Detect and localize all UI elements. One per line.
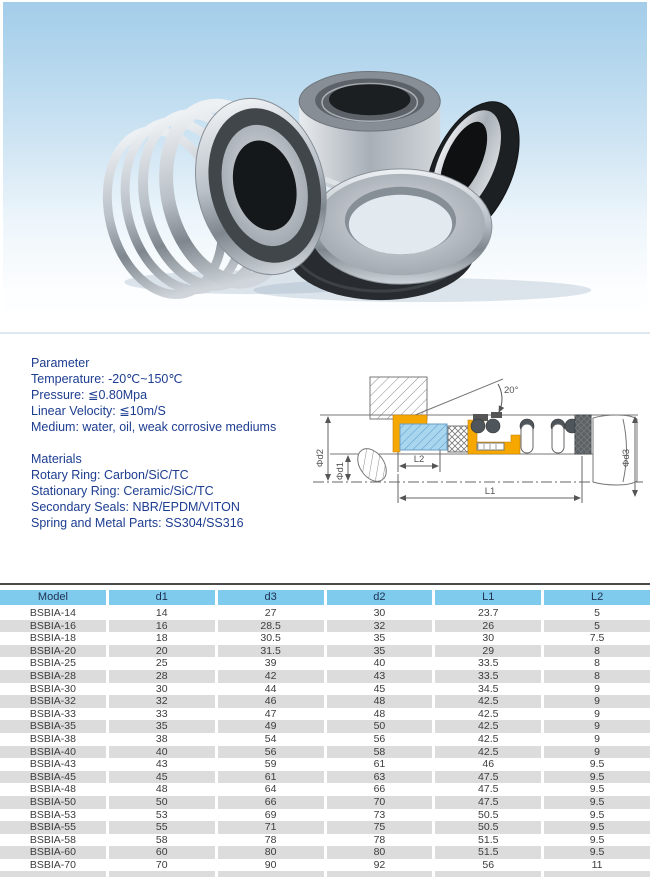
table-row xyxy=(0,809,650,822)
clip xyxy=(491,412,502,418)
table-row xyxy=(0,708,650,721)
table-cell: 30 xyxy=(373,607,386,619)
cross-section-diagram xyxy=(305,362,650,520)
table-cell: 47.5 xyxy=(435,771,541,784)
table-cell: 30 xyxy=(482,632,495,645)
parameter-section xyxy=(31,355,321,435)
table-cell: 33.5 xyxy=(478,657,499,670)
table-cell: 7.5 xyxy=(589,632,605,645)
table-header-cell: L2 xyxy=(544,590,650,605)
table-cell: 46 xyxy=(482,758,495,771)
table-cell: 56 xyxy=(218,746,324,759)
spec-line: Secondary Seals: NBR/EPDM/VITON xyxy=(31,500,240,514)
table-row xyxy=(0,695,650,708)
table-cell: 92 xyxy=(373,858,386,871)
table-cell: BSBIA-18 xyxy=(29,632,76,645)
table-cell: 70 xyxy=(155,858,168,871)
table-cell: 26 xyxy=(435,620,541,633)
table-row xyxy=(0,746,650,759)
table-cell: BSBIA-32 xyxy=(0,695,106,708)
table-row xyxy=(0,771,650,784)
table-cell: BSBIA-16 xyxy=(0,620,106,633)
table-row xyxy=(0,645,650,658)
table-cell xyxy=(435,871,541,877)
spec-text-block xyxy=(31,355,321,547)
table-cell: 27 xyxy=(264,607,277,619)
table-cell: BSBIA-20 xyxy=(0,645,106,658)
table-cell: 43 xyxy=(327,670,433,683)
table-cell: BSBIA-38 xyxy=(29,732,76,745)
spec-line: Temperature: -20℃~150℃ xyxy=(31,372,183,386)
dim-d3-label: Φd3 xyxy=(621,448,632,468)
table-cell: 29 xyxy=(435,645,541,658)
spec-line: Rotary Ring: Carbon/SiC/TC xyxy=(31,468,189,482)
table-cell: 80 xyxy=(218,846,324,859)
table-cell: 9.5 xyxy=(544,771,650,784)
table-cell: 61 xyxy=(373,758,386,771)
table-cell: 47 xyxy=(264,707,277,720)
table-cell: 20 xyxy=(109,645,215,658)
table-cell: 5 xyxy=(594,607,600,619)
table-cell xyxy=(218,871,324,877)
table-cell: 18 xyxy=(155,632,168,645)
table-cell: BSBIA-55 xyxy=(0,821,106,834)
elastomer-section xyxy=(352,443,392,486)
table-cell: 50.5 xyxy=(478,808,499,821)
table-cell: 30.5 xyxy=(260,632,281,645)
table-row xyxy=(0,720,650,733)
table-cell: 30 xyxy=(155,682,168,695)
table-cell: 56 xyxy=(373,732,386,745)
table-row xyxy=(0,657,650,670)
table-cell: 49 xyxy=(218,720,324,733)
table-cell: BSBIA-14 xyxy=(29,607,76,619)
dim-d2-label: Φd2 xyxy=(315,448,326,468)
table-cell: 60 xyxy=(109,846,215,859)
table-row xyxy=(0,796,650,809)
table-row-partial xyxy=(0,871,650,877)
table-cell: 45 xyxy=(373,682,386,695)
table-cell: 50 xyxy=(327,720,433,733)
section-divider xyxy=(0,332,650,334)
table-cell: 51.5 xyxy=(478,833,499,846)
table-cell: 9 xyxy=(594,707,600,720)
table-cell: 38 xyxy=(155,732,168,745)
table-header-row xyxy=(0,590,650,605)
table-cell: 70 xyxy=(327,796,433,809)
dim-l2-label: L2 xyxy=(413,454,425,465)
table-cell: BSBIA-48 xyxy=(29,783,76,796)
table-cell: 58 xyxy=(327,746,433,759)
table-row xyxy=(0,620,650,633)
table-cell: 42.5 xyxy=(478,732,499,745)
table-cell: 73 xyxy=(373,808,386,821)
table-cell: 9.5 xyxy=(589,808,605,821)
mechanical-seals-illustration xyxy=(3,2,647,310)
table-row xyxy=(0,821,650,834)
table-cell: 40 xyxy=(373,657,386,670)
table-cell: 9 xyxy=(594,732,600,745)
product-photo xyxy=(3,2,647,310)
table-cell: BSBIA-50 xyxy=(0,796,106,809)
table-row xyxy=(0,683,650,696)
table-cell: 90 xyxy=(264,858,277,871)
table-cell: 44 xyxy=(264,682,277,695)
table-cell: 48 xyxy=(155,783,168,796)
rotary-ring-section xyxy=(448,426,468,452)
dim-d1-label: Φd1 xyxy=(335,461,346,481)
table-cell: BSBIA-45 xyxy=(0,771,106,784)
table-cell: 35 xyxy=(109,720,215,733)
drive-band xyxy=(477,443,504,450)
materials-lines xyxy=(31,467,321,531)
stationary-ring xyxy=(309,169,492,284)
table-cell: 64 xyxy=(264,783,277,796)
table-cell: 51.5 xyxy=(435,846,541,859)
table-cell: 78 xyxy=(264,833,277,846)
materials-title: Materials xyxy=(31,452,82,466)
table-cell: 54 xyxy=(264,732,277,745)
table-cell: 25 xyxy=(155,657,168,670)
table-header-cell: d1 xyxy=(109,590,215,605)
table-cell: BSBIA-33 xyxy=(29,707,76,720)
table-cell: 33.5 xyxy=(435,670,541,683)
table-cell: 61 xyxy=(218,771,324,784)
table-cell: 48 xyxy=(327,695,433,708)
table-cell: 78 xyxy=(373,833,386,846)
table-cell: BSBIA-70 xyxy=(29,858,76,871)
table-cell: 69 xyxy=(264,808,277,821)
spec-line: Medium: water, oil, weak corrosive mediums xyxy=(31,420,277,434)
table-row xyxy=(0,783,650,796)
table-cell: 63 xyxy=(327,771,433,784)
table-cell: 40 xyxy=(109,746,215,759)
spec-line: Pressure: ≦0.80Mpa xyxy=(31,388,148,402)
table-cell: BSBIA-60 xyxy=(0,846,106,859)
table-header-cell: d2 xyxy=(327,590,433,605)
table-cell: 9.5 xyxy=(589,758,605,771)
table-row xyxy=(0,733,650,746)
table-header-cell: Model xyxy=(0,590,106,605)
table-cell: 42.5 xyxy=(478,707,499,720)
table-row xyxy=(0,758,650,771)
table-cell: 34.5 xyxy=(478,682,499,695)
table-cell: 9 xyxy=(594,682,600,695)
table-cell: BSBIA-35 xyxy=(0,720,106,733)
table-cell: 42 xyxy=(218,670,324,683)
table-cell: 31.5 xyxy=(218,645,324,658)
table-cell: 66 xyxy=(373,783,386,796)
table-cell: 50 xyxy=(109,796,215,809)
materials-section xyxy=(31,451,321,531)
table-cell: 28 xyxy=(109,670,215,683)
gland-block xyxy=(370,377,427,419)
table-cell: 9 xyxy=(544,746,650,759)
seal-cross-section-drawing xyxy=(305,362,650,520)
parameter-title: Parameter xyxy=(31,356,90,370)
table-cell: BSBIA-30 xyxy=(29,682,76,695)
table-cell xyxy=(544,871,650,877)
table-cell: 53 xyxy=(155,808,168,821)
table-cell: 9.5 xyxy=(589,833,605,846)
table-cell: 8 xyxy=(544,670,650,683)
parameter-lines xyxy=(31,371,321,435)
spec-line: Spring and Metal Parts: SS304/SS316 xyxy=(31,516,244,530)
table-cell: 11 xyxy=(591,858,603,871)
table-cell: 59 xyxy=(264,758,277,771)
table-cell: 45 xyxy=(109,771,215,784)
table-cell: BSBIA-58 xyxy=(29,833,76,846)
table-cell: 5 xyxy=(544,620,650,633)
table-row xyxy=(0,846,650,859)
table-cell: 46 xyxy=(218,695,324,708)
table-cell: 42.5 xyxy=(435,695,541,708)
table-cell: 8 xyxy=(594,657,600,670)
table-cell: 28.5 xyxy=(218,620,324,633)
table-cell: 39 xyxy=(264,657,277,670)
table-cell: BSBIA-25 xyxy=(29,657,76,670)
table-cell: 23.7 xyxy=(478,607,499,619)
spec-line: Stationary Ring: Ceramic/SiC/TC xyxy=(31,484,214,498)
table-cell: 35 xyxy=(373,632,386,645)
table-cell: 75 xyxy=(327,821,433,834)
table-cell: 71 xyxy=(218,821,324,834)
table-row xyxy=(0,859,650,872)
table-row xyxy=(0,834,650,847)
table-header-cell: L1 xyxy=(435,590,541,605)
table-cell: 48 xyxy=(373,707,386,720)
table-cell: 8 xyxy=(544,645,650,658)
table-cell: 47.5 xyxy=(435,796,541,809)
spec-line: Linear Velocity: ≦10m/S xyxy=(31,404,166,418)
angle-label: 20° xyxy=(504,385,519,396)
size-table xyxy=(0,583,650,877)
table-row xyxy=(0,607,650,620)
spring-loops xyxy=(521,424,564,453)
table-cell: 32 xyxy=(327,620,433,633)
table-row xyxy=(0,670,650,683)
table-cell: 42.5 xyxy=(435,720,541,733)
table-cell xyxy=(327,871,433,877)
table-cell: 32 xyxy=(109,695,215,708)
table-cell: BSBIA-43 xyxy=(29,758,76,771)
table-cell: 66 xyxy=(218,796,324,809)
table-cell: 47.5 xyxy=(478,783,499,796)
table-cell: 42.5 xyxy=(435,746,541,759)
table-cell: 9 xyxy=(544,695,650,708)
table-cell: 43 xyxy=(155,758,168,771)
table-cell: BSBIA-53 xyxy=(29,808,76,821)
table-cell xyxy=(109,871,215,877)
table-cell: 56 xyxy=(482,858,495,871)
table-cell: 58 xyxy=(155,833,168,846)
table-cell: 35 xyxy=(327,645,433,658)
table-cell: BSBIA-28 xyxy=(0,670,106,683)
table-cell: 14 xyxy=(155,607,168,619)
table-cell: 9.5 xyxy=(544,821,650,834)
table-cell: 16 xyxy=(109,620,215,633)
table-cell xyxy=(0,871,106,877)
stationary-ring-section xyxy=(400,424,447,450)
table-cell: 55 xyxy=(109,821,215,834)
table-cell: 50.5 xyxy=(435,821,541,834)
table-body xyxy=(0,607,650,877)
table-cell: 33 xyxy=(155,707,168,720)
drive-collar xyxy=(575,415,591,454)
table-cell: 9.5 xyxy=(544,796,650,809)
table-cell: 80 xyxy=(327,846,433,859)
seal-components xyxy=(352,412,637,487)
table-cell: 9 xyxy=(544,720,650,733)
table-row xyxy=(0,632,650,645)
table-cell: BSBIA-40 xyxy=(0,746,106,759)
table-cell: 9.5 xyxy=(589,783,605,796)
dim-l1-label: L1 xyxy=(484,486,496,497)
table-header-cell: d3 xyxy=(218,590,324,605)
table-cell: 9.5 xyxy=(544,846,650,859)
